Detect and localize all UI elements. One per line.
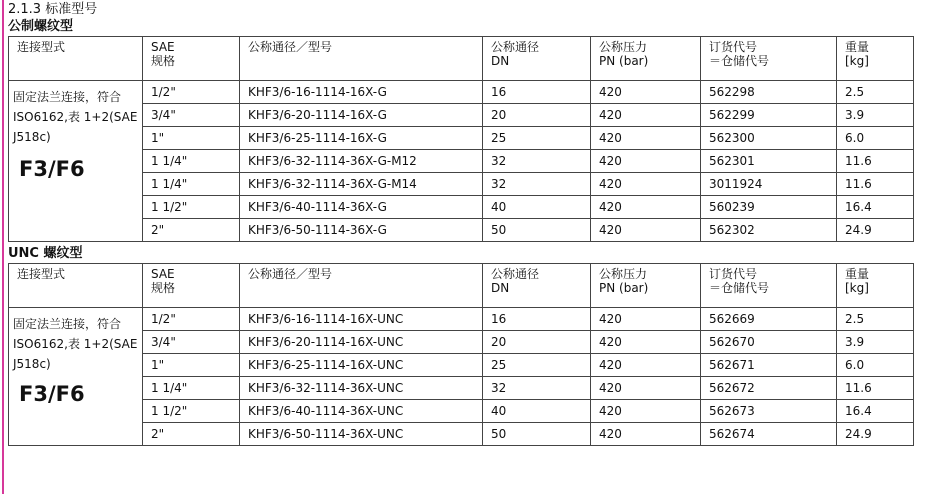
pn-cell: 420 bbox=[591, 104, 701, 127]
table-header-row bbox=[9, 37, 914, 81]
sae-size-cell: 1/2" bbox=[143, 81, 240, 104]
pn-cell: 420 bbox=[591, 196, 701, 219]
header-weight: 重量 [kg] bbox=[837, 264, 914, 308]
dn-cell: 20 bbox=[483, 331, 591, 354]
pn-cell: 420 bbox=[591, 127, 701, 150]
header-model: 公称通径／型号 bbox=[240, 264, 483, 308]
weight-cell: 24.9 bbox=[837, 219, 914, 242]
model-cell: KHF3/6-25-1114-16X-UNC bbox=[240, 354, 483, 377]
pn-cell: 420 bbox=[591, 173, 701, 196]
sae-size-cell: 1" bbox=[143, 127, 240, 150]
header-dn: 公称通径 DN bbox=[483, 37, 591, 81]
header-order-code: 订货代号 ＝仓储代号 bbox=[701, 37, 837, 81]
connection-code: F3/F6 bbox=[19, 382, 85, 406]
model-cell: KHF3/6-32-1114-36X-UNC bbox=[240, 377, 483, 400]
table-row bbox=[9, 81, 914, 104]
section-title: 2.1.3 标准型号 bbox=[8, 2, 98, 17]
model-cell: KHF3/6-20-1114-16X-G bbox=[240, 104, 483, 127]
connection-type-cell bbox=[9, 308, 143, 446]
weight-cell: 6.0 bbox=[837, 127, 914, 150]
order-code-cell: 562674 bbox=[701, 423, 837, 446]
dn-cell: 32 bbox=[483, 173, 591, 196]
table-row bbox=[9, 400, 914, 423]
model-cell: KHF3/6-50-1114-36X-G bbox=[240, 219, 483, 242]
table-row bbox=[9, 150, 914, 173]
order-code-cell: 562300 bbox=[701, 127, 837, 150]
connection-code: F3/F6 bbox=[19, 157, 85, 181]
sae-size-cell: 2" bbox=[143, 423, 240, 446]
weight-cell: 3.9 bbox=[837, 104, 914, 127]
header-connection: 连接型式 bbox=[9, 264, 143, 308]
order-code-cell: 560239 bbox=[701, 196, 837, 219]
sae-size-cell: 1 1/4" bbox=[143, 150, 240, 173]
connection-type-cell bbox=[9, 81, 143, 242]
pn-cell: 420 bbox=[591, 81, 701, 104]
table-header-row bbox=[9, 264, 914, 308]
model-cell: KHF3/6-16-1114-16X-G bbox=[240, 81, 483, 104]
order-code-cell: 562671 bbox=[701, 354, 837, 377]
header-model: 公称通径／型号 bbox=[240, 37, 483, 81]
sae-size-cell: 1/2" bbox=[143, 308, 240, 331]
pn-cell: 420 bbox=[591, 354, 701, 377]
weight-cell: 11.6 bbox=[837, 377, 914, 400]
pn-cell: 420 bbox=[591, 308, 701, 331]
order-code-cell: 562298 bbox=[701, 81, 837, 104]
connection-description: 固定法兰连接，符合ISO6162,表 1+2(SAE J518c) bbox=[13, 90, 138, 144]
dn-cell: 25 bbox=[483, 354, 591, 377]
order-code-cell: 562673 bbox=[701, 400, 837, 423]
header-connection: 连接型式 bbox=[9, 37, 143, 81]
pn-cell: 420 bbox=[591, 150, 701, 173]
header-sae: SAE 规格 bbox=[143, 37, 240, 81]
weight-cell: 2.5 bbox=[837, 81, 914, 104]
header-order-code: 订货代号 ＝仓储代号 bbox=[701, 264, 837, 308]
table2-title: UNC 螺纹型 bbox=[8, 246, 83, 261]
table-row bbox=[9, 196, 914, 219]
pn-cell: 420 bbox=[591, 423, 701, 446]
header-pn: 公称压力 PN (bar) bbox=[591, 264, 701, 308]
dn-cell: 40 bbox=[483, 196, 591, 219]
page-margin-line bbox=[2, 0, 4, 494]
unc-thread-table bbox=[8, 263, 914, 446]
order-code-cell: 562299 bbox=[701, 104, 837, 127]
pn-cell: 420 bbox=[591, 219, 701, 242]
table-row bbox=[9, 219, 914, 242]
model-cell: KHF3/6-25-1114-16X-G bbox=[240, 127, 483, 150]
header-weight: 重量 [kg] bbox=[837, 37, 914, 81]
sae-size-cell: 1 1/2" bbox=[143, 196, 240, 219]
pn-cell: 420 bbox=[591, 400, 701, 423]
dn-cell: 16 bbox=[483, 308, 591, 331]
order-code-cell: 562670 bbox=[701, 331, 837, 354]
dn-cell: 50 bbox=[483, 423, 591, 446]
dn-cell: 40 bbox=[483, 400, 591, 423]
order-code-cell: 562302 bbox=[701, 219, 837, 242]
dn-cell: 16 bbox=[483, 81, 591, 104]
sae-size-cell: 1 1/4" bbox=[143, 173, 240, 196]
dn-cell: 50 bbox=[483, 219, 591, 242]
table-row bbox=[9, 104, 914, 127]
weight-cell: 24.9 bbox=[837, 423, 914, 446]
header-pn: 公称压力 PN (bar) bbox=[591, 37, 701, 81]
dn-cell: 20 bbox=[483, 104, 591, 127]
table-row bbox=[9, 377, 914, 400]
sae-size-cell: 3/4" bbox=[143, 104, 240, 127]
table-row bbox=[9, 354, 914, 377]
document-page bbox=[8, 0, 913, 446]
sae-size-cell: 1" bbox=[143, 354, 240, 377]
dn-cell: 25 bbox=[483, 127, 591, 150]
weight-cell: 3.9 bbox=[837, 331, 914, 354]
table-row bbox=[9, 173, 914, 196]
table1-title: 公制螺纹型 bbox=[8, 19, 74, 34]
table1-body bbox=[9, 37, 914, 242]
table-row bbox=[9, 308, 914, 331]
table2-body bbox=[9, 264, 914, 446]
sae-size-cell: 2" bbox=[143, 219, 240, 242]
weight-cell: 2.5 bbox=[837, 308, 914, 331]
weight-cell: 11.6 bbox=[837, 173, 914, 196]
weight-cell: 11.6 bbox=[837, 150, 914, 173]
model-cell: KHF3/6-16-1114-16X-UNC bbox=[240, 308, 483, 331]
table-row bbox=[9, 127, 914, 150]
dn-cell: 32 bbox=[483, 377, 591, 400]
model-cell: KHF3/6-20-1114-16X-UNC bbox=[240, 331, 483, 354]
pn-cell: 420 bbox=[591, 377, 701, 400]
weight-cell: 16.4 bbox=[837, 196, 914, 219]
order-code-cell: 562301 bbox=[701, 150, 837, 173]
pn-cell: 420 bbox=[591, 331, 701, 354]
model-cell: KHF3/6-32-1114-36X-G-M12 bbox=[240, 150, 483, 173]
sae-size-cell: 1 1/2" bbox=[143, 400, 240, 423]
header-sae: SAE 规格 bbox=[143, 264, 240, 308]
sae-size-cell: 1 1/4" bbox=[143, 377, 240, 400]
dn-cell: 32 bbox=[483, 150, 591, 173]
metric-thread-table bbox=[8, 36, 914, 242]
model-cell: KHF3/6-32-1114-36X-G-M14 bbox=[240, 173, 483, 196]
order-code-cell: 3011924 bbox=[701, 173, 837, 196]
order-code-cell: 562669 bbox=[701, 308, 837, 331]
model-cell: KHF3/6-40-1114-36X-G bbox=[240, 196, 483, 219]
table-row bbox=[9, 331, 914, 354]
weight-cell: 6.0 bbox=[837, 354, 914, 377]
connection-description: 固定法兰连接，符合ISO6162,表 1+2(SAE J518c) bbox=[13, 317, 138, 371]
weight-cell: 16.4 bbox=[837, 400, 914, 423]
table-row bbox=[9, 423, 914, 446]
model-cell: KHF3/6-40-1114-36X-UNC bbox=[240, 400, 483, 423]
sae-size-cell: 3/4" bbox=[143, 331, 240, 354]
header-dn: 公称通径 DN bbox=[483, 264, 591, 308]
model-cell: KHF3/6-50-1114-36X-UNC bbox=[240, 423, 483, 446]
order-code-cell: 562672 bbox=[701, 377, 837, 400]
